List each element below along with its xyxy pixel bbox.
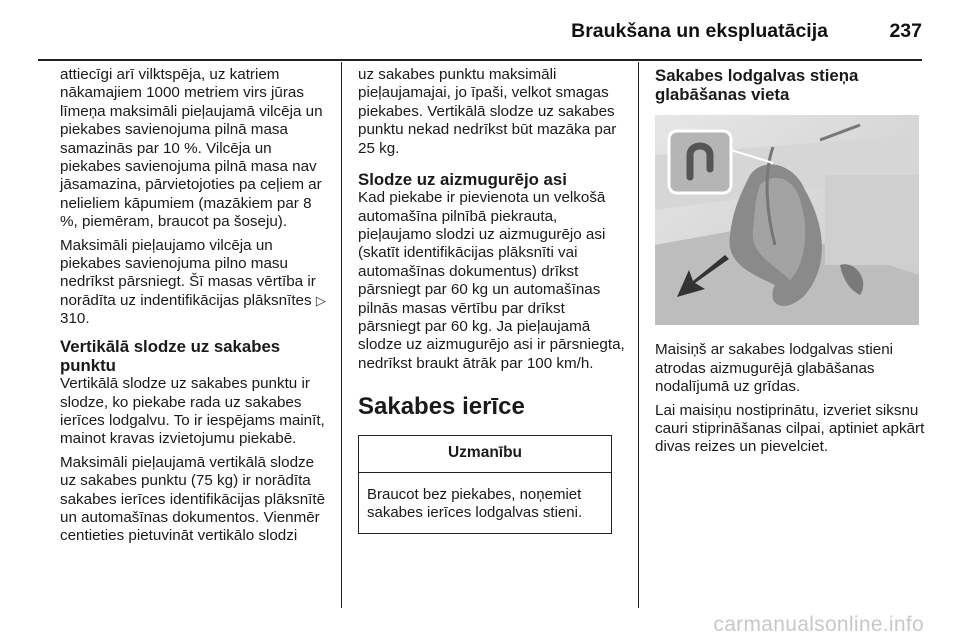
- paragraph: Maksimāli pieļaujamā vertikālā slodze uz sakabes punktu (75 kg) ir norādīta sakabes ierīces identifikācijas plāksnītē un automašīnas dokumentos. Vienmēr centieties pietuvināt vertikālo slodzi: [60, 453, 326, 545]
- paragraph: [60, 237, 332, 329]
- page-header-title: Braukšana un ekspluatācija: [571, 20, 828, 42]
- header-divider: [38, 59, 922, 61]
- paragraph-text: Maksimāli pieļaujamo vilcēja un piekabes savienojuma pilno masu nedrīkst pārsniegt. Šī masas vērtība ir norādīta uz indentifikācijas plāksnītes: [60, 236, 316, 309]
- page-reference-arrow-icon: ▷: [315, 292, 326, 308]
- column-divider-2: [638, 62, 639, 608]
- paragraph: uz sakabes punktu maksimāli pieļaujamajai, jo īpaši, velkot smagas piekabes. Vertikālā slodze uz sakabes punktu nekad nedrīkst būt mazāka par 25 kg.: [358, 66, 617, 157]
- page-number: 237: [889, 20, 922, 42]
- paragraph: Lai maisiņu nostiprinātu, izveriet siksnu cauri stiprināšanas cilpai, aptiniet apkārt divas reizes un pievelciet.: [655, 401, 925, 456]
- column-1: [60, 66, 332, 551]
- caution-text: Braucot bez piekabes, noņemiet sakabes ierīces lodgalvas stieni.: [367, 485, 583, 522]
- towbar-bag-storage-illustration: [655, 115, 919, 325]
- chapter-heading: Sakabes ierīce: [358, 393, 525, 421]
- section-heading: Sakabes lodgalvas stieņa glabāšanas vieta: [655, 66, 859, 105]
- section-heading: Vertikālā slodze uz sakabes punktu: [60, 336, 281, 375]
- watermark-text: carmanualsonline.info: [713, 613, 924, 636]
- caution-box: [358, 435, 612, 533]
- caution-title: Uzmanību: [359, 436, 611, 472]
- paragraph: Vertikālā slodze uz sakabes punktu ir slodze, ko piekabe rada uz sakabes ierīces lodgalvu. To ir iespējams mainīt, mainot kravas izvietojumu piekabē.: [60, 375, 325, 448]
- section-heading: Slodze uz aizmugurējo asi: [358, 170, 567, 190]
- page-reference-link[interactable]: 310.: [60, 310, 90, 328]
- paragraph: Kad piekabe ir pievienota un velkošā automašīna pilnībā piekrauta, pieļaujamo slodzi uz aizmugurējo asi (skatīt identifikācijas plāksnīti vai automašīnas dokumentus) drīkst pārsniegt par 60 kg un automašīnas pilnās masas vērtību par drīkst pārsniegt par 60 kg. Ja pieļaujamā slodze uz aizmugurējo asi ir pārsniegta, nedrīkst braukt ātrāk par 100 km/h.: [358, 189, 625, 372]
- column-2: [358, 66, 630, 534]
- paragraph: Maisiņš ar sakabes lodgalvas stieni atrodas aizmugurējā glabāšanas nodalījumā uz grīdas.: [655, 341, 894, 396]
- paragraph: attiecīgi arī vilktspēja, uz katriem nākamajiem 1000 metriem virs jūras līmeņa maksimāli pieļaujamā vilcēja un piekabes savienojuma pilnā masa samazinās par 10 %. Vilcēja un piekabes savienojuma pilnā masa nav jāsamazina, pārvietojoties pa ceļiem ar nelieliem kāpumiem (mazākiem par 8 %, piemēram, braucot pa šoseju).: [60, 66, 323, 231]
- column-3: [655, 66, 925, 462]
- column-divider-1: [341, 62, 342, 608]
